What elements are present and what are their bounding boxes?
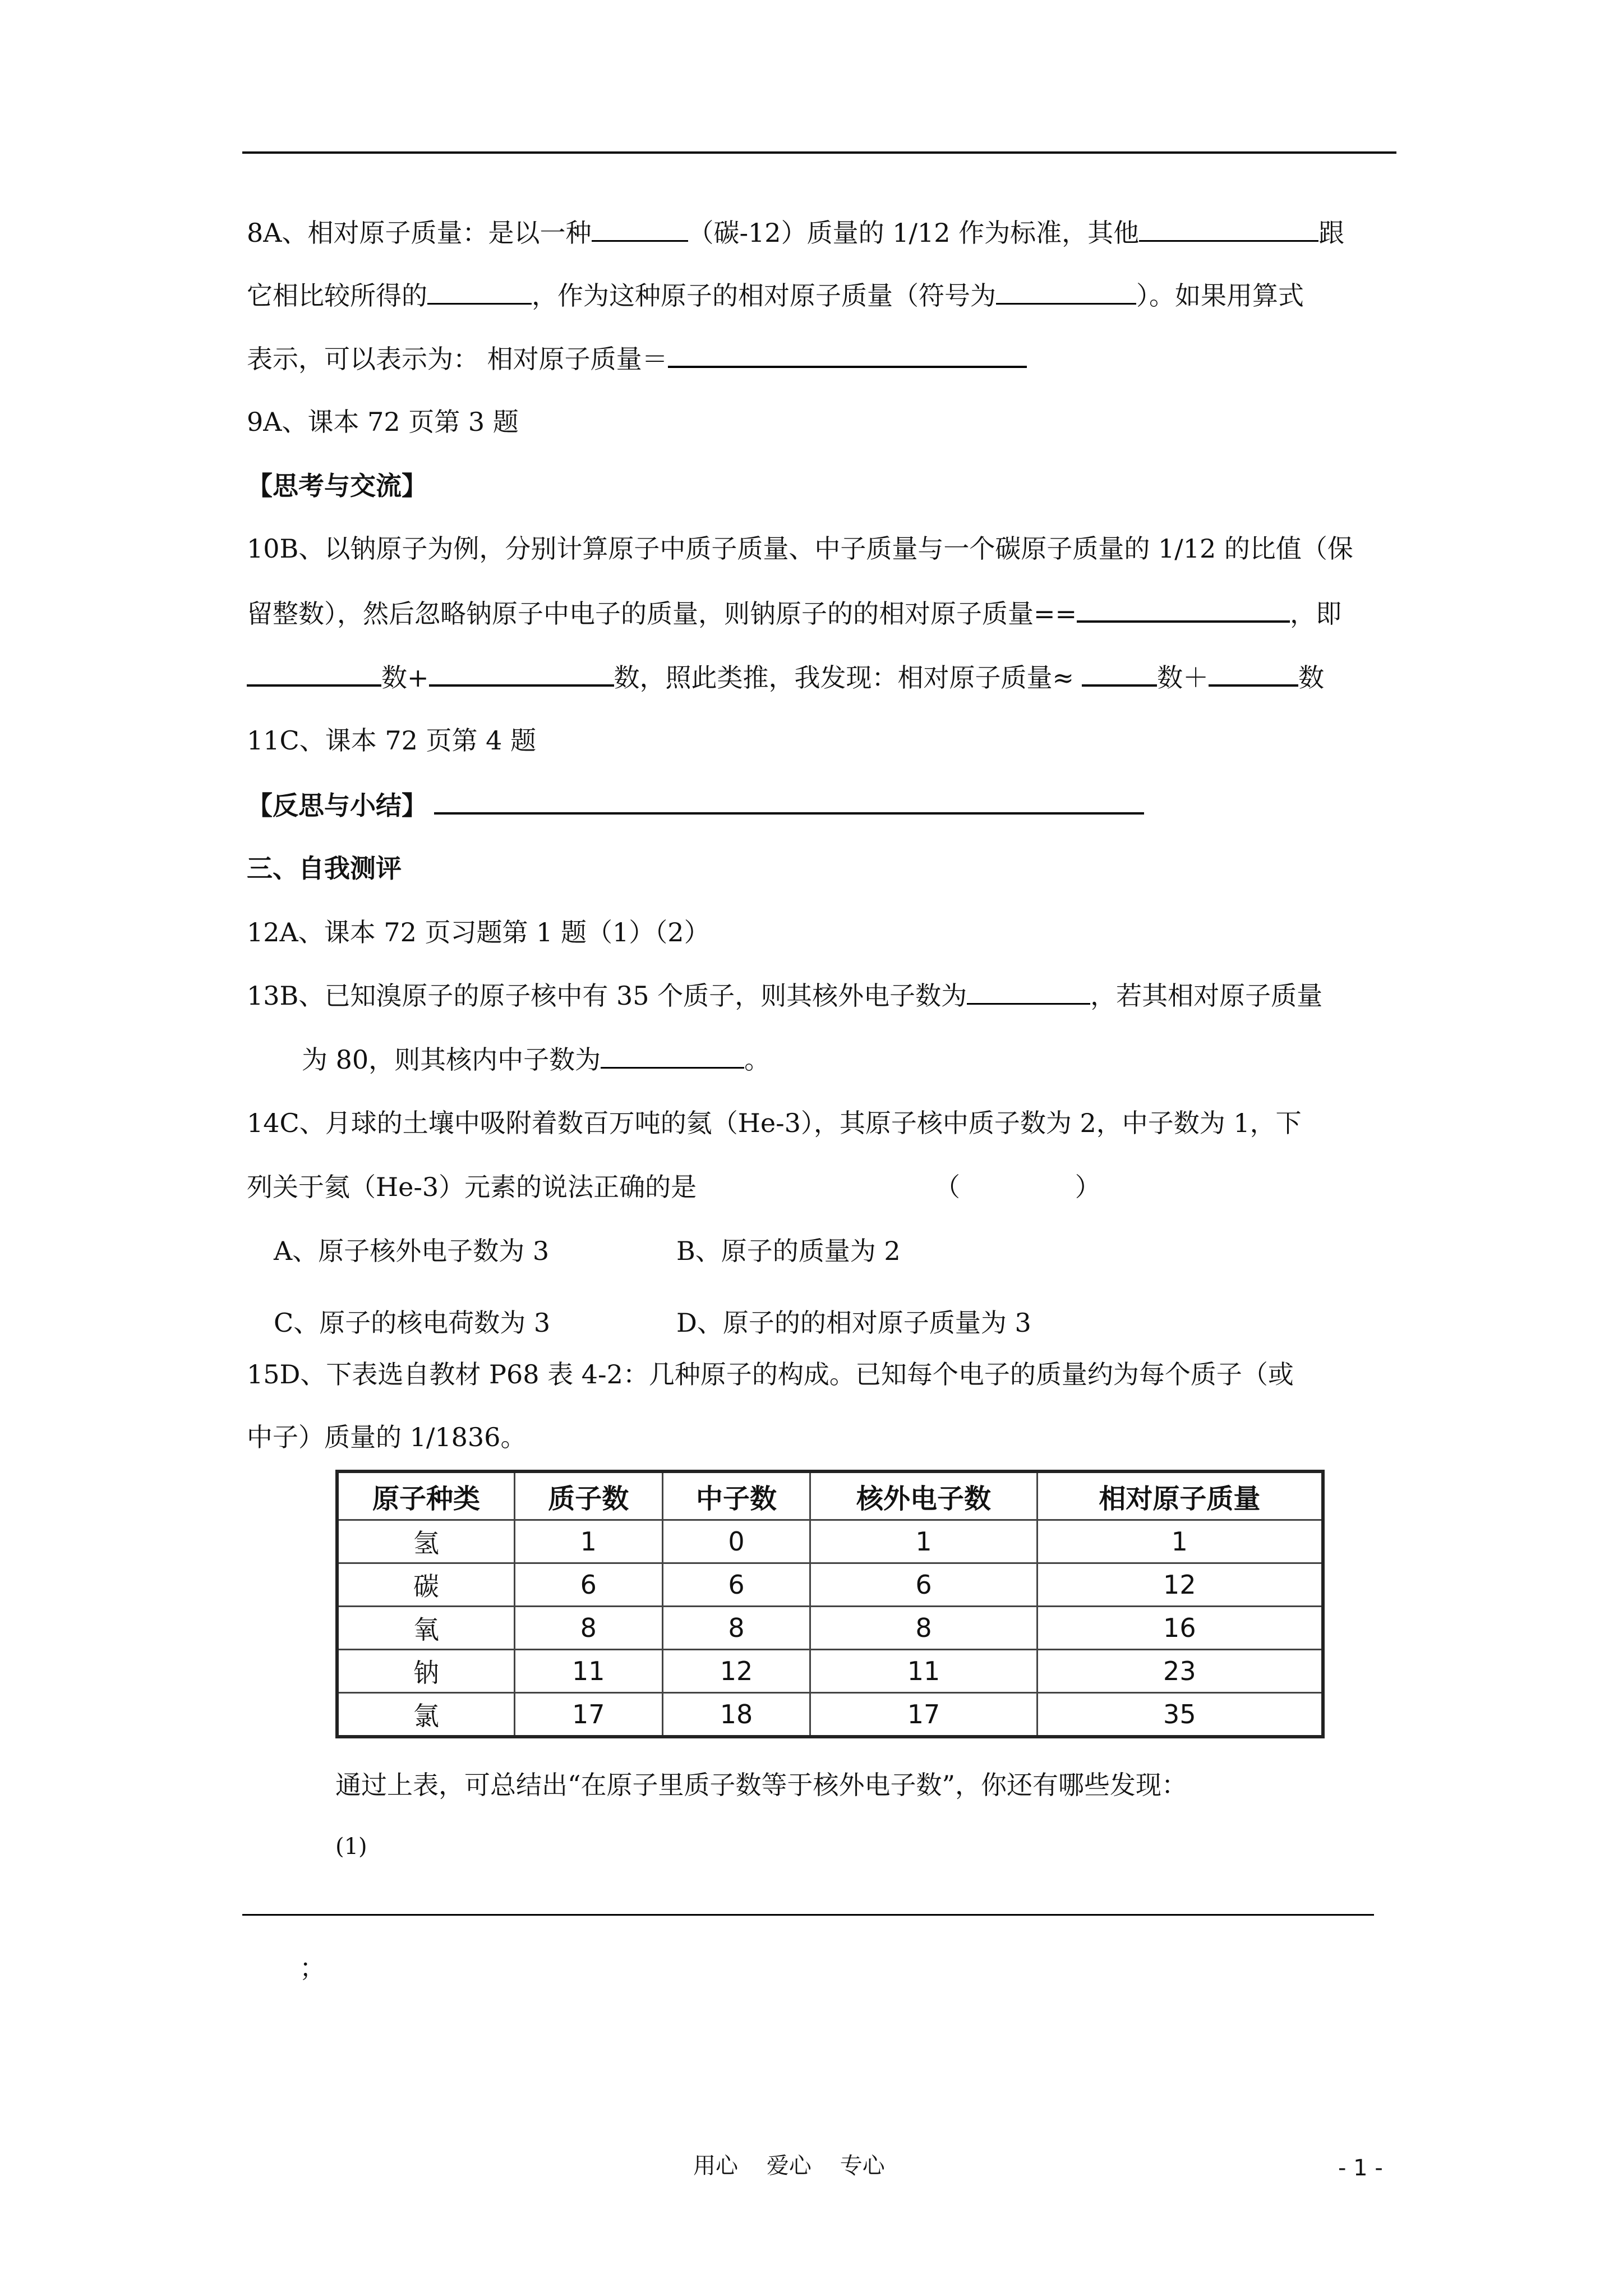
- cell-protons: 17: [514, 1693, 662, 1737]
- q10-line2: 留整数），然后忽略钠原子中电子的质量，则钠原子的的相对原子质量== ，即: [247, 596, 1341, 631]
- reflect-blank[interactable]: [434, 788, 1144, 815]
- section-think: 【思考与交流】: [247, 471, 427, 501]
- cell-relative-mass: 1: [1037, 1520, 1323, 1563]
- q13-line1: 13B、已知溴原子的原子核中有 35 个质子，则其核外电子数为 ，若其相对原子质量: [247, 978, 1322, 1013]
- cell-protons: 6: [514, 1563, 662, 1607]
- footer-motto: 用心 爱心 专心: [693, 2153, 885, 2179]
- q14-option-b: B、原子的质量为 2: [676, 1236, 901, 1266]
- table-header-row: [337, 1471, 1323, 1520]
- table-row: [337, 1607, 1323, 1650]
- table-row: [337, 1563, 1323, 1607]
- q12: 12A、课本 72 页习题第 1 题（1）（2）: [247, 917, 710, 947]
- q8-blank-3[interactable]: [427, 278, 532, 305]
- cell-relative-mass: 23: [1037, 1650, 1323, 1693]
- cell-electrons: 8: [810, 1607, 1037, 1650]
- cell-relative-mass: 35: [1037, 1693, 1323, 1737]
- header-rule: [242, 151, 1396, 154]
- cell-atom: 氯: [337, 1693, 514, 1737]
- q15-after-table: 通过上表，可总结出“在原子里质子数等于核外电子数”，你还有哪些发现：: [335, 1770, 1188, 1800]
- section-reflect: 【反思与小结】: [247, 788, 1144, 822]
- cell-neutrons: 12: [662, 1650, 810, 1693]
- header-neutrons: 中子数: [662, 1471, 810, 1520]
- table-row: [337, 1650, 1323, 1693]
- cell-electrons: 6: [810, 1563, 1037, 1607]
- header-atom-type: 原子种类: [337, 1471, 514, 1520]
- cell-protons: 1: [514, 1520, 662, 1563]
- page-number: - 1 -: [1338, 2155, 1383, 2181]
- q15-semicolon: ；: [299, 1953, 325, 1983]
- cell-relative-mass: 16: [1037, 1607, 1323, 1650]
- cell-protons: 11: [514, 1650, 662, 1693]
- atom-composition-table: [335, 1470, 1325, 1738]
- answer-line[interactable]: [242, 1914, 1374, 1916]
- q14-option-d: D、原子的的相对原子质量为 3: [676, 1308, 1031, 1338]
- cell-atom: 钠: [337, 1650, 514, 1693]
- section-self-test: 三、自我测评: [247, 853, 402, 884]
- q8-line1: 8A、相对原子质量：是以一种 （碳-12）质量的 1/12 作为标准，其他 跟: [247, 215, 1344, 250]
- q11: 11C、课本 72 页第 4 题: [247, 725, 537, 756]
- q13-blank-1[interactable]: [967, 978, 1090, 1005]
- cell-neutrons: 18: [662, 1693, 810, 1737]
- q14-option-a: A、原子核外电子数为 3: [274, 1236, 550, 1266]
- cell-neutrons: 8: [662, 1607, 810, 1650]
- q8-line3: 表示，可以表示为： 相对原子质量＝: [247, 341, 1027, 376]
- q14-line1: 14C、月球的土壤中吸附着数百万吨的氦（He-3），其原子核中质子数为 2，中子数为 1，下: [247, 1108, 1302, 1138]
- q8-line2: 它相比较所得的 ，作为这种原子的相对原子质量（符号为 ）。如果用算式: [247, 278, 1304, 312]
- cell-neutrons: 0: [662, 1520, 810, 1563]
- q10-line1: 10B、以钠原子为例，分别计算原子中质子质量、中子质量与一个碳原子质量的 1/12 的比值（保: [247, 533, 1353, 564]
- header-electrons: 核外电子数: [810, 1471, 1037, 1520]
- q13-blank-2[interactable]: [601, 1042, 744, 1069]
- q8-blank-5[interactable]: [668, 341, 1027, 368]
- q10-blank-1[interactable]: [1077, 596, 1290, 623]
- q8-blank-4[interactable]: [996, 278, 1136, 305]
- q15-line1: 15D、下表选自教材 P68 表 4-2：几种原子的构成。已知每个电子的质量约为每个质子（或: [247, 1359, 1294, 1389]
- q10-line3: 数+ 数，照此类推，我发现：相对原子质量≈ 数＋ 数: [247, 660, 1324, 694]
- cell-electrons: 17: [810, 1693, 1037, 1737]
- q15-line2: 中子）质量的 1/1836。: [247, 1422, 527, 1452]
- q9: 9A、课本 72 页第 3 题: [247, 407, 519, 437]
- cell-protons: 8: [514, 1607, 662, 1650]
- q14-option-c: C、原子的核电荷数为 3: [274, 1308, 551, 1338]
- q10-blank-4[interactable]: [1082, 660, 1157, 687]
- header-protons: 质子数: [514, 1471, 662, 1520]
- q14-answer-paren[interactable]: （ ）: [934, 1172, 1101, 1202]
- table-row: [337, 1520, 1323, 1563]
- cell-electrons: 1: [810, 1520, 1037, 1563]
- q13-line2: 为 80，则其核内中子数为 。: [302, 1042, 770, 1076]
- header-relative-mass: 相对原子质量: [1037, 1471, 1323, 1520]
- table-row: [337, 1693, 1323, 1737]
- cell-relative-mass: 12: [1037, 1563, 1323, 1607]
- q10-blank-5[interactable]: [1209, 660, 1298, 687]
- cell-atom: 碳: [337, 1563, 514, 1607]
- cell-electrons: 11: [810, 1650, 1037, 1693]
- q10-blank-3[interactable]: [429, 660, 614, 687]
- q8-blank-2[interactable]: [1139, 215, 1318, 242]
- q15-item-1: (1): [335, 1834, 367, 1860]
- cell-atom: 氢: [337, 1520, 514, 1563]
- q10-blank-2[interactable]: [247, 660, 381, 687]
- q14-line2: 列关于氦（He-3）元素的说法正确的是: [247, 1172, 697, 1202]
- q8-blank-1[interactable]: [592, 215, 688, 242]
- cell-neutrons: 6: [662, 1563, 810, 1607]
- cell-atom: 氧: [337, 1607, 514, 1650]
